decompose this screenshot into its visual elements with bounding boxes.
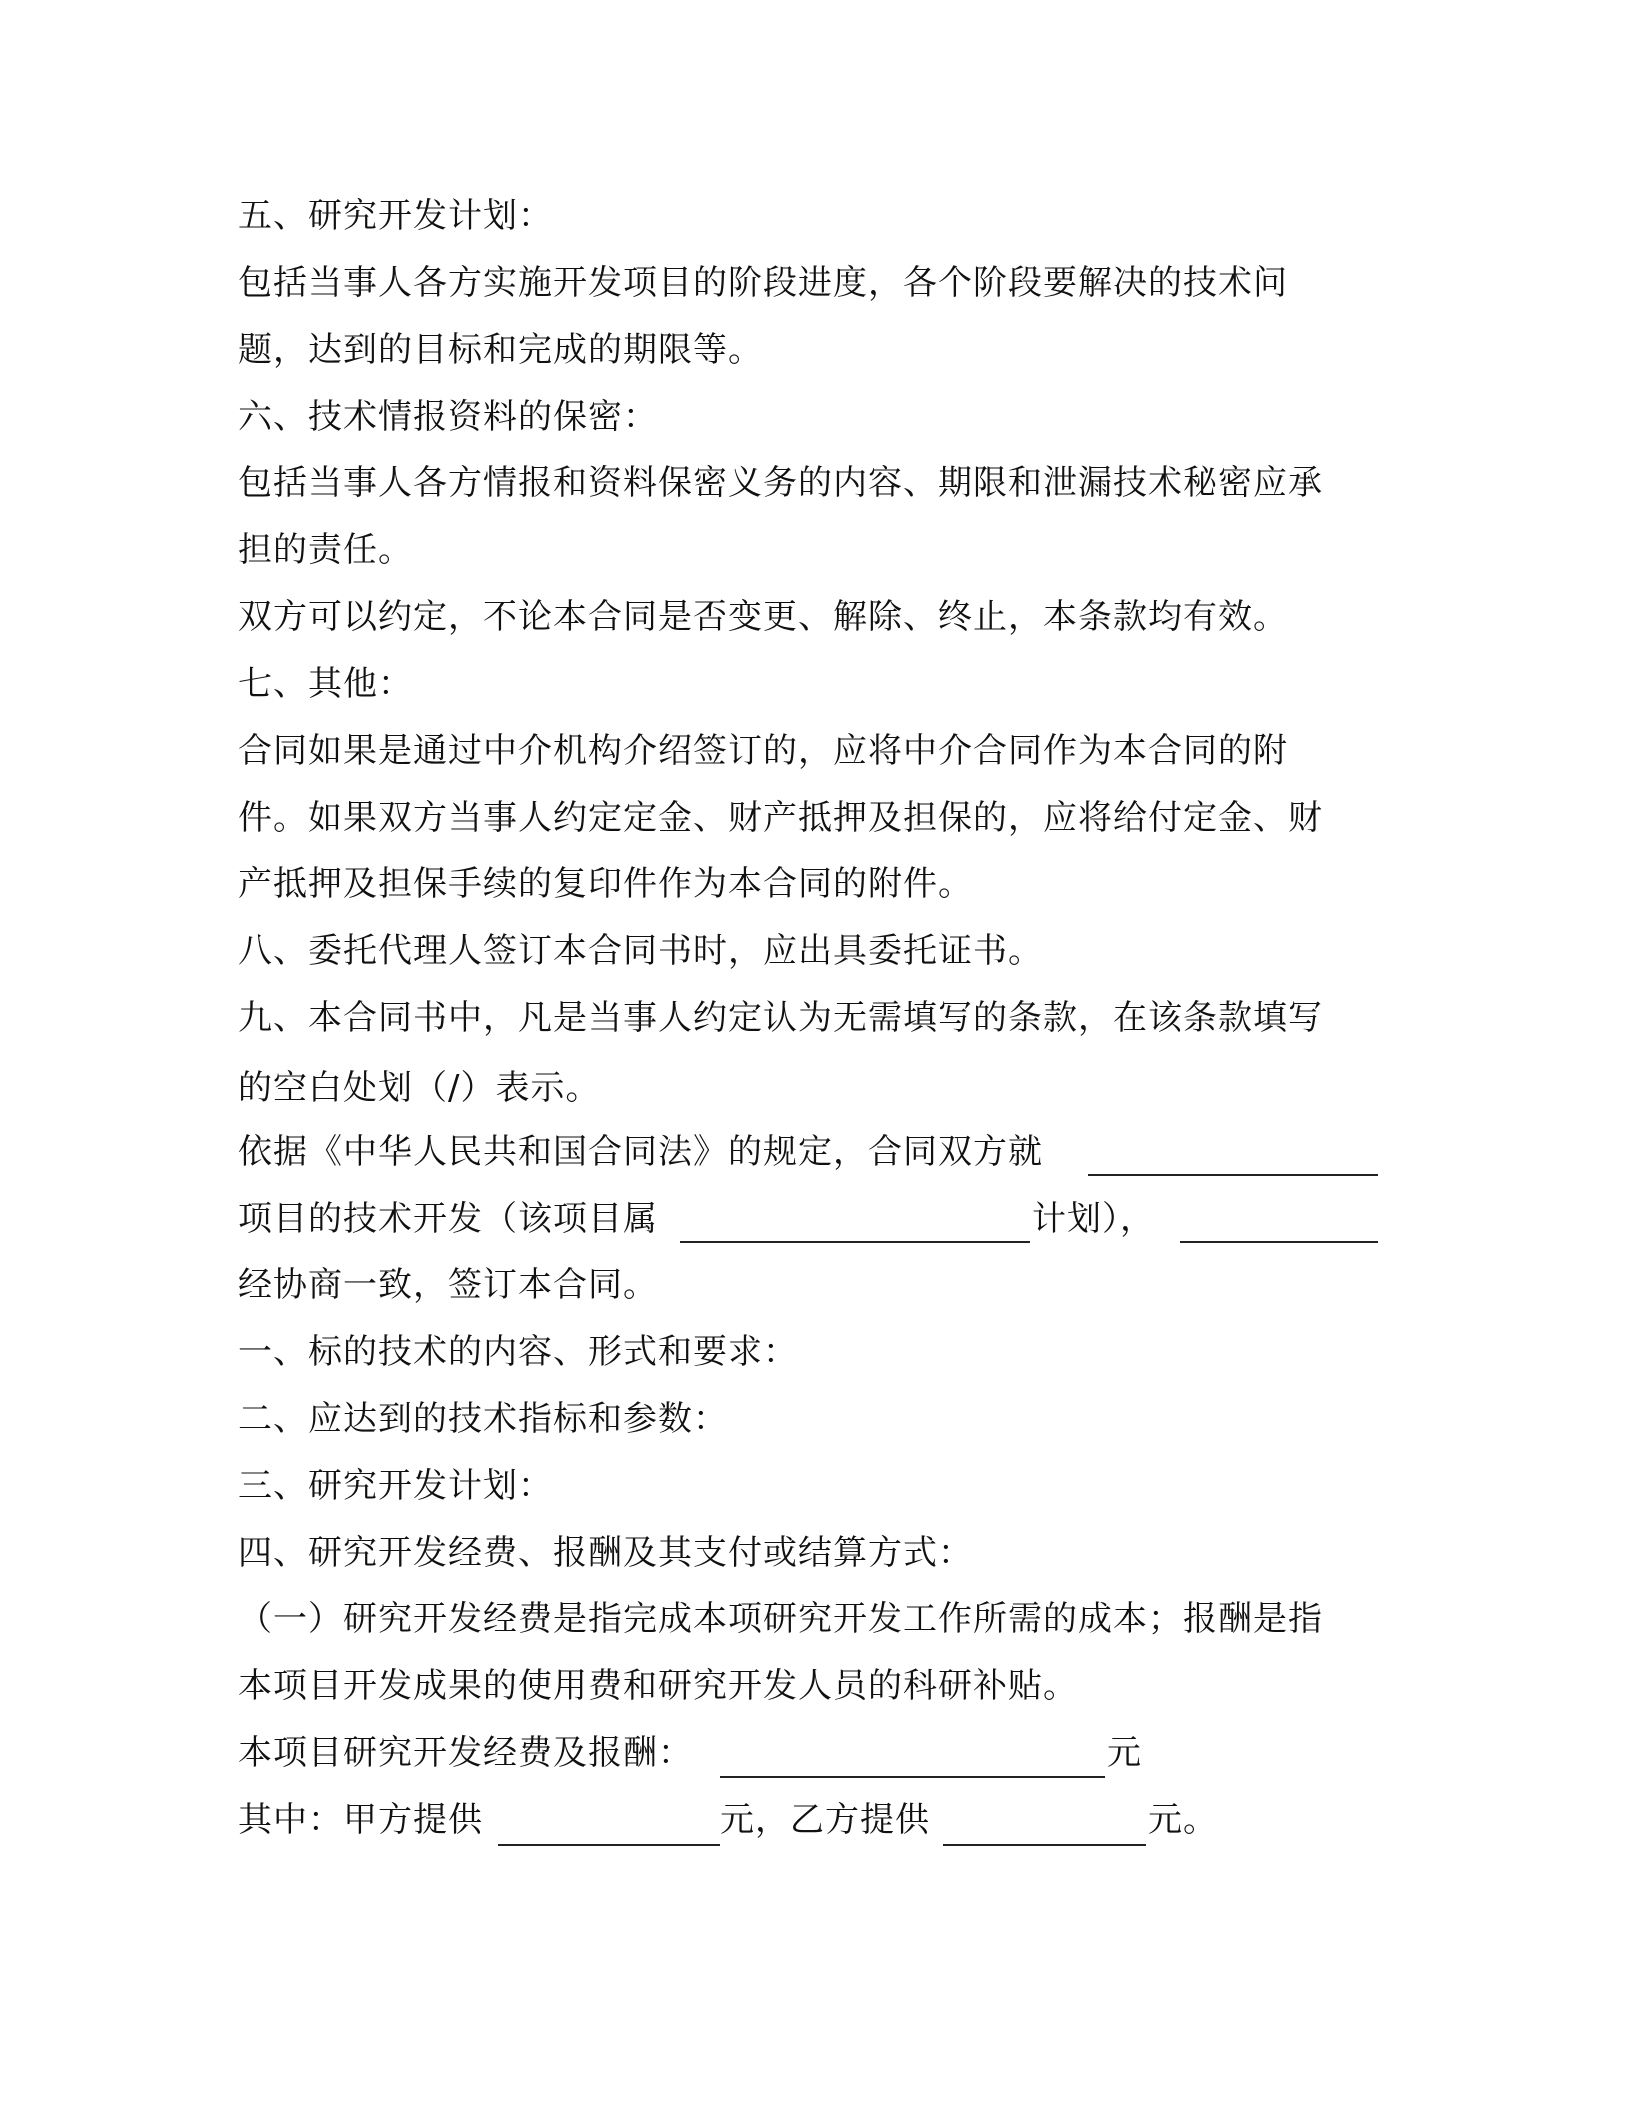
section-7-heading: 七、其他： [238, 664, 413, 704]
section-5-heading: 五、研究开发计划： [238, 196, 553, 236]
party-b-funding-blank[interactable] [943, 1844, 1146, 1846]
clause-4-heading: 四、研究开发经费、报酬及其支付或结算方式： [238, 1533, 973, 1573]
section-6-text-line-3: 双方可以约定，不论本合同是否变更、解除、终止，本条款均有效。 [238, 597, 1288, 637]
section-7-text-line-1: 合同如果是通过中介机构介绍签订的，应将中介合同作为本合同的附 [238, 731, 1288, 771]
party-a-funding-label: 其中：甲方提供 [238, 1800, 483, 1840]
clause-4-1-text-line-2: 本项目开发成果的使用费和研究开发人员的科研补贴。 [238, 1666, 1078, 1706]
party-b-funding-unit: 元。 [1148, 1800, 1218, 1840]
party-blank[interactable] [1180, 1241, 1378, 1243]
preamble-line-2-tail: 计划）， [1032, 1199, 1155, 1239]
plan-name-blank[interactable] [680, 1241, 1030, 1243]
party-b-funding-label: 元，乙方提供 [720, 1800, 930, 1840]
section-6-heading: 六、技术情报资料的保密： [238, 397, 658, 437]
clause-2-heading: 二、应达到的技术指标和参数： [238, 1399, 728, 1439]
project-name-blank[interactable] [1088, 1174, 1378, 1176]
clause-4-1-text-line-1: （一）研究开发经费是指完成本项研究开发工作所需的成本；报酬是指 [238, 1599, 1323, 1639]
total-funding-blank[interactable] [720, 1776, 1105, 1778]
section-7-text-line-2: 件。如果双方当事人约定定金、财产抵押及担保的，应将给付定金、财 [238, 798, 1323, 838]
total-funding-unit: 元 [1107, 1733, 1142, 1773]
section-6-text-line-1: 包括当事人各方情报和资料保密义务的内容、期限和泄漏技术秘密应承 [238, 463, 1323, 503]
clause-3-heading: 三、研究开发计划： [238, 1466, 553, 1506]
section-7-text-line-3: 产抵押及担保手续的复印件作为本合同的附件。 [238, 864, 973, 904]
section-9-text-line-2: 的空白处划（/）表示。 [238, 1068, 601, 1108]
section-6-text-line-2: 担的责任。 [238, 530, 413, 570]
section-5-text-line-1: 包括当事人各方实施开发项目的阶段进度，各个阶段要解决的技术问 [238, 263, 1288, 303]
party-a-funding-blank[interactable] [498, 1844, 720, 1846]
total-funding-label: 本项目研究开发经费及报酬： [238, 1733, 693, 1773]
preamble-line-1: 依据《中华人民共和国合同法》的规定，合同双方就 [238, 1132, 1043, 1172]
section-9-text-line-1: 九、本合同书中，凡是当事人约定认为无需填写的条款，在该条款填写 [238, 998, 1323, 1038]
clause-1-heading: 一、标的技术的内容、形式和要求： [238, 1332, 798, 1372]
preamble-line-3: 经协商一致，签订本合同。 [238, 1265, 658, 1305]
section-5-text-line-2: 题，达到的目标和完成的期限等。 [238, 330, 763, 370]
preamble-line-2: 项目的技术开发（该项目属 [238, 1199, 658, 1239]
section-8-text: 八、委托代理人签订本合同书时，应出具委托证书。 [238, 931, 1043, 971]
